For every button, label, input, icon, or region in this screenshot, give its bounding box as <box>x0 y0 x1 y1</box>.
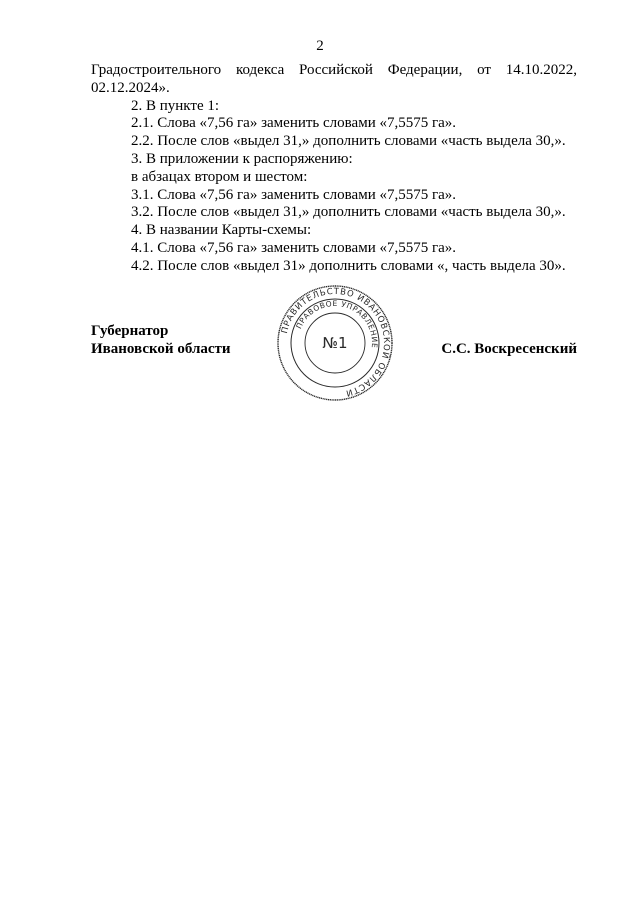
body-line-8: 3.1. Слова «7,56 га» заменить словами «7,5575 га». <box>131 186 457 203</box>
body-line-2: 02.12.2024». <box>91 79 170 96</box>
signatory-name: С.С. Воскресенский <box>441 341 577 357</box>
seal-inner-text: ПРАВОВОЕ УПРАВЛЕНИЕ <box>294 298 380 349</box>
body-line-6: 3. В приложении к распоряжению: <box>131 150 353 167</box>
body-line-11: 4.1. Слова «7,56 га» заменить словами «7,5575 га». <box>131 239 457 256</box>
position-region: Ивановской области <box>91 341 231 357</box>
body-line-4: 2.1. Слова «7,56 га» заменить словами «7,5575 га». <box>131 115 457 132</box>
official-seal <box>276 284 394 402</box>
body-line-7: в абзацах втором и шестом: <box>131 168 308 185</box>
body-line-5: 2.2. После слов «выдел 31,» дополнить словами «часть выдела 30,». <box>131 133 566 150</box>
body-line-3: 2. В пункте 1: <box>131 97 220 114</box>
body-line-1: Градостроительного кодекса Российской Федерации, от 14.10.2022, <box>91 62 577 78</box>
body-line-10: 4. В названии Карты-схемы: <box>131 222 312 239</box>
seal-outer-text: ПРАВИТЕЛЬСТВО ИВАНОВСКОЙ ОБЛАСТИ <box>279 286 392 398</box>
seal-number: №1 <box>322 334 348 352</box>
body-line-12: 4.2. После слов «выдел 31» дополнить словами «, часть выдела 30». <box>131 257 566 274</box>
signatory-position <box>91 322 231 358</box>
document-body <box>91 62 577 276</box>
position-title: Губернатор <box>91 323 169 339</box>
body-line-9: 3.2. После слов «выдел 31,» дополнить словами «часть выдела 30,». <box>131 204 566 221</box>
page-number: 2 <box>316 38 324 54</box>
